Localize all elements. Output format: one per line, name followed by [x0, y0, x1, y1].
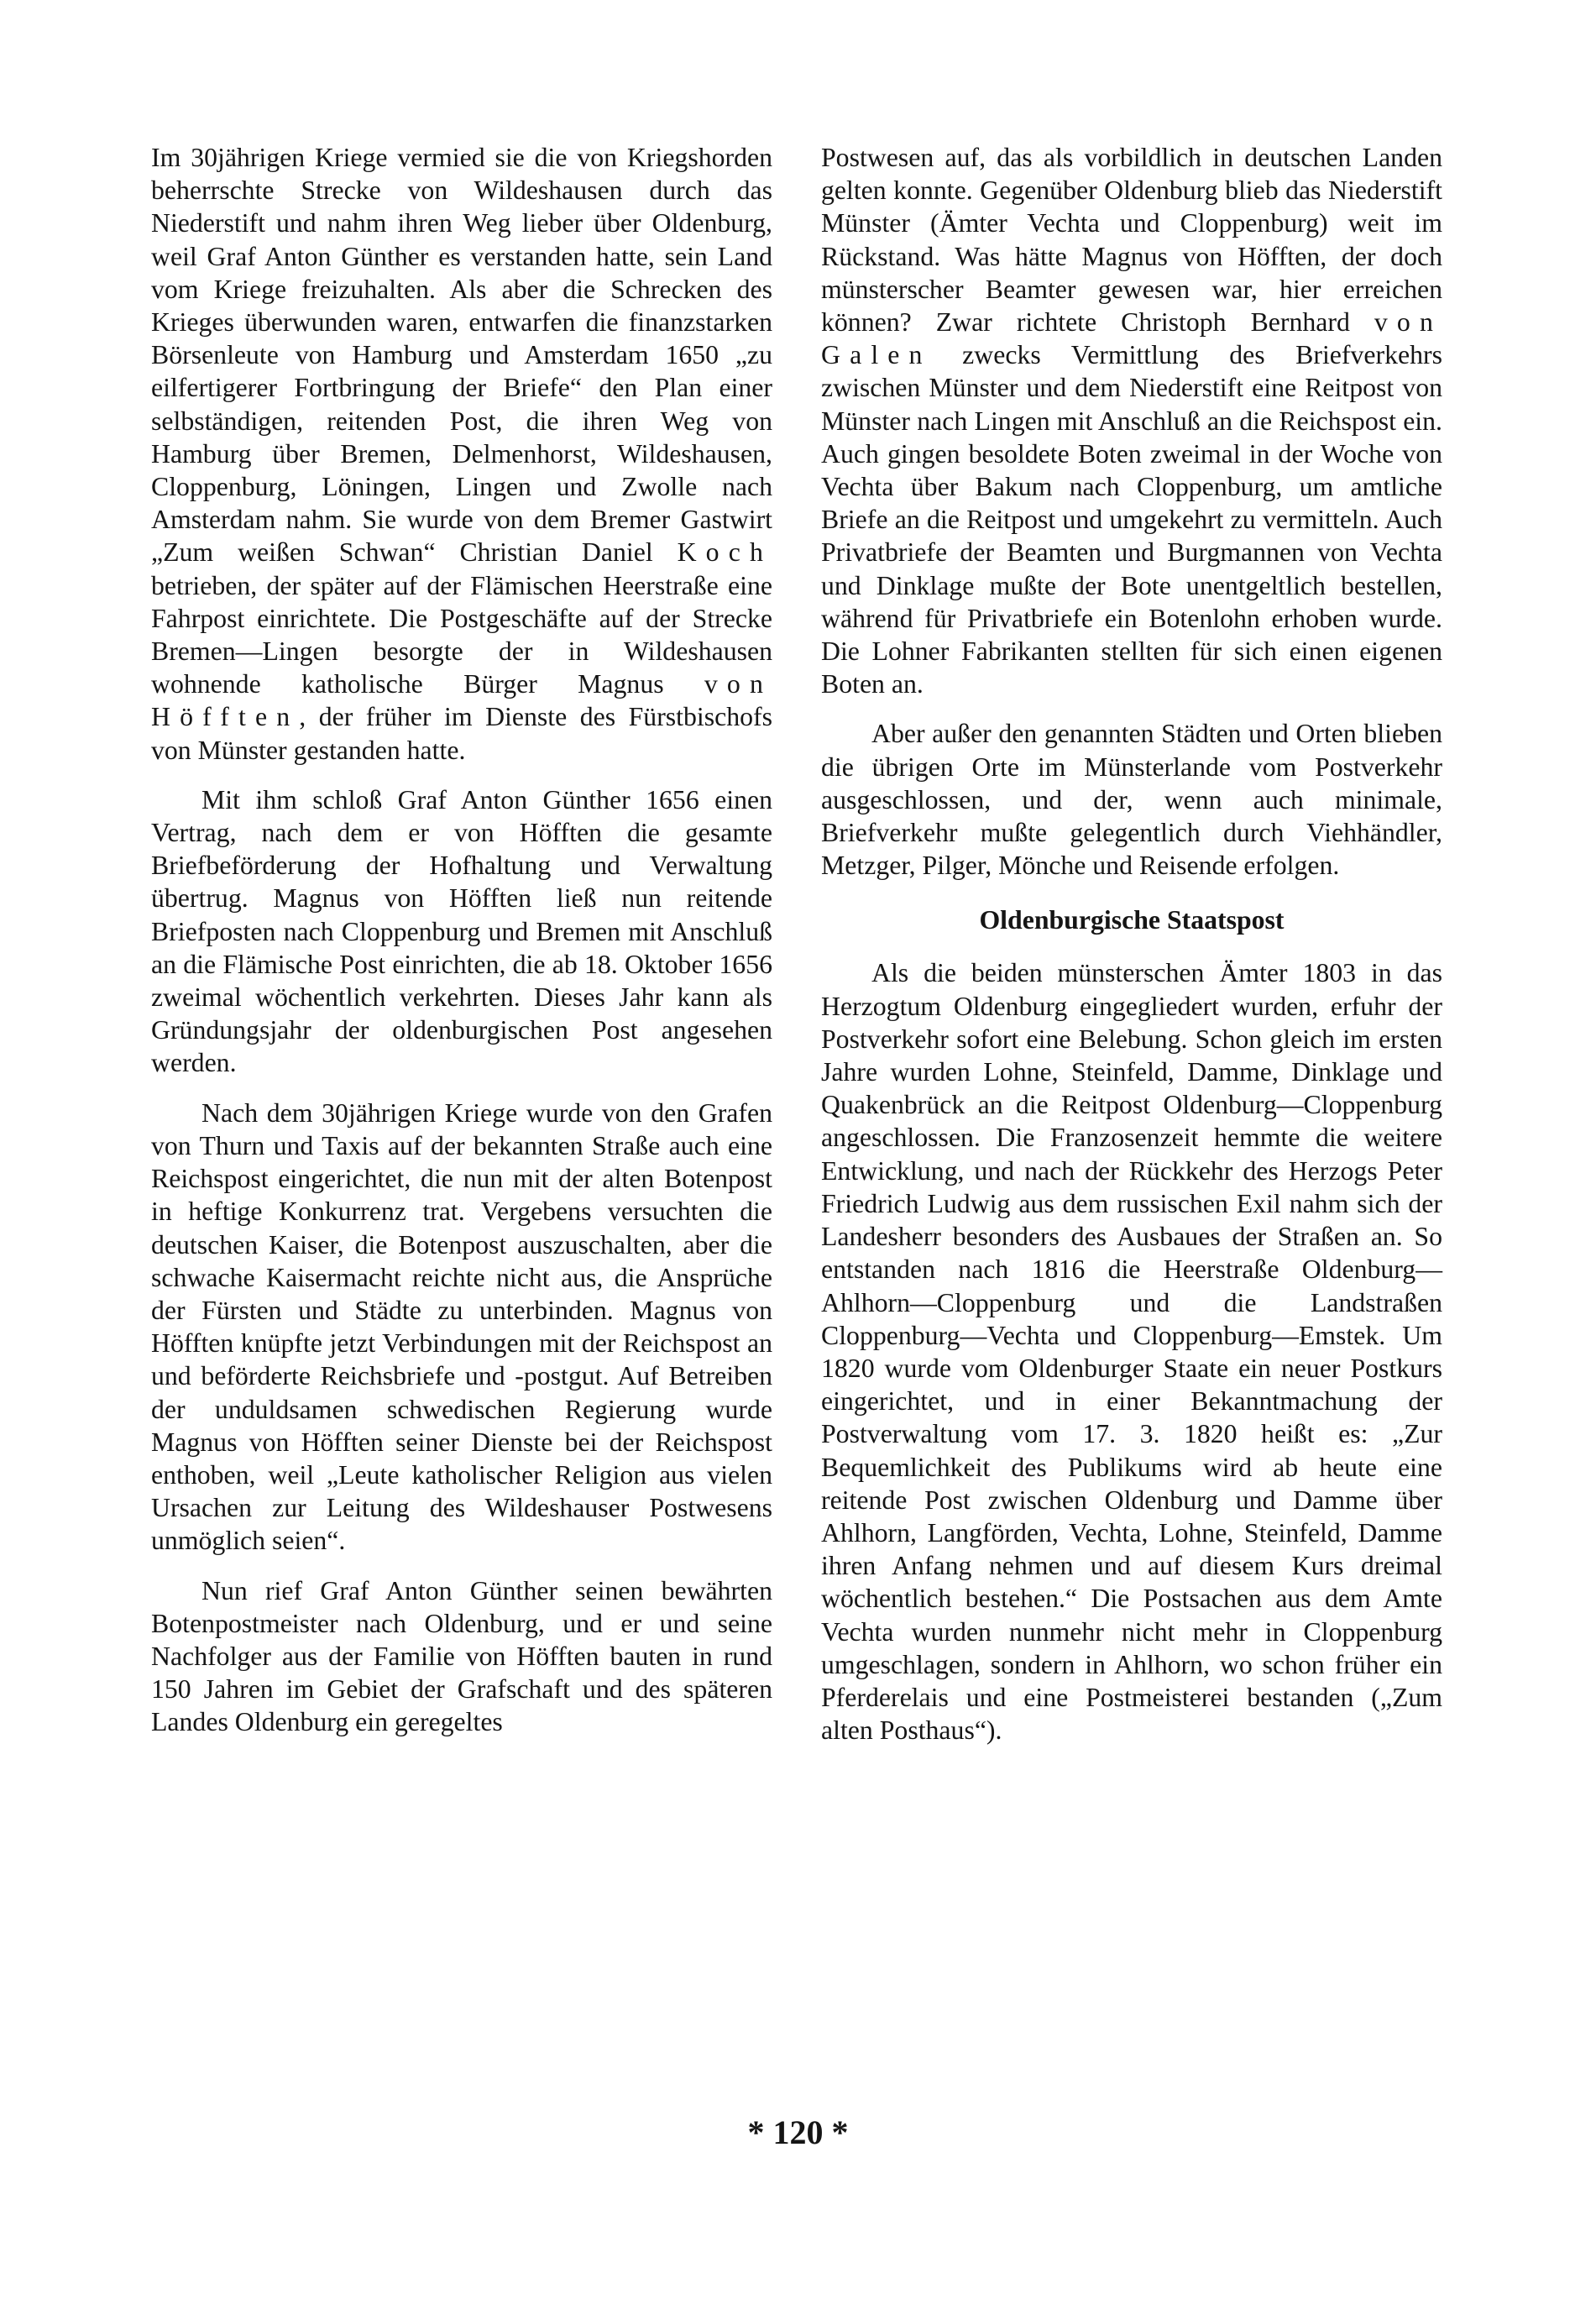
left-paragraph-4: Nun rief Graf Anton Günther seinen bewährten Botenpostmeister nach Oldenburg, und er und seine Nachfolger aus der Familie von Höfften bauten in rund 150 Jahren im Gebiet der Grafschaft und des späteren Landes Oldenburg ein geregeltes	[151, 1575, 772, 1737]
spaced-name-koch: Koch	[677, 537, 772, 568]
spaced-name-von-galen: von Galen	[821, 307, 1442, 370]
right-paragraph-3: Als die beiden münsterschen Ämter 1803 in das Herzogtum Oldenburg eingegliedert wurden, erfuhr der Postverkehr sofort eine Belebung. Schon gleich im ersten Jahre wurden Lohne, Steinfeld, Damme, Dinklage und Quakenbrück an die Reitpost Oldenburg—Cloppenburg angeschlossen. Die Franzosenzeit hemmte die weitere Entwicklung, und nach der Rückkehr des Herzogs Peter Friedrich Ludwig aus dem russischen Exil nahm sich der Landesherr besonders des Ausbaues der Straßen an. So entstanden nach 1816 die Heerstraße Oldenburg—Ahlhorn—Cloppenburg und die Landstraßen Cloppenburg—Vechta und Cloppenburg—Emstek. Um 1820 wurde vom Oldenburger Staate ein neuer Postkurs eingerichtet, und in einer Bekanntmachung der Postverwaltung vom 17. 3. 1820 heißt es: „Zur Bequemlichkeit des Publikums wird ab heute eine reitende Post zwischen Oldenburg und Damme über Ahlhorn, Langförden, Vechta, Lohne, Steinfeld, Damme ihren Anfang nehmen und auf diesem Kurs dreimal wöchentlich bestehen.“ Die Postsachen aus dem Amte Vechta wurden nunmehr nicht mehr in Cloppenburg umgeschlagen, sondern in Ahlhorn, wo schon früher ein Pferderelais und eine Postmeisterei bestanden („Zum alten Posthaus“).	[821, 958, 1442, 1746]
right-paragraph-2: Aber außer den genannten Städten und Orten blieben die übrigen Orte im Münsterlande vom Postverkehr ausgeschlossen, und der, wenn auch minimale, Briefverkehr mußte gelegentlich durch Viehhändler, Metzger, Pilger, Mönche und Reisende erfolgen.	[821, 719, 1442, 881]
left-paragraph-1-text-a: Im 30jährigen Kriege vermied sie die von Kriegshorden beherrschte Strecke von Wildeshausen durch das Niederstift und nahm ihren Weg lieber über Oldenburg, weil Graf Anton Günther es verstanden hatte, sein Land vom Kriege freizuhalten. Als aber die Schrecken des Krieges überwunden waren, entwarfen die finanzstarken Börsenleute von Hamburg und Amsterdam 1650 „zu eilfertigerer Fortbringung der Briefe“ den Plan einer selbständigen, reitenden Post, die ihren Weg von Hamburg über Bremen, Delmenhorst, Wildeshausen, Cloppenburg, Löningen, Lingen und Zwolle nach Amsterdam nahm. Sie wurde von dem Bremer Gastwirt „Zum weißen Schwan“ Christian Daniel	[151, 143, 772, 568]
left-column	[151, 141, 772, 1756]
left-paragraph-1-text-e: , der früher im Dienste des Fürstbischofs von Münster gestanden hatte.	[151, 702, 772, 765]
left-paragraph-2: Mit ihm schloß Graf Anton Günther 1656 einen Vertrag, nach dem er von Höfften die gesamte Briefbeförderung der Hofhaltung und Verwaltung übertrug. Magnus von Höfften ließ nun reitende Briefposten nach Cloppenburg und Bremen mit Anschluß an die Flämische Post einrichten, die ab 18. Oktober 1656 zweimal wöchentlich verkehrten. Dieses Jahr kann als Gründungsjahr der oldenburgischen Post angesehen werden.	[151, 784, 772, 1078]
right-paragraph-1-text-c: zwecks Vermittlung des Briefverkehrs zwischen Münster und dem Niederstift eine Reitpost von Münster nach Lingen mit Anschluß an die Reichspost ein. Auch gingen besoldete Boten zweimal in der Woche von Vechta über Bakum nach Cloppenburg, um amtliche Briefe an die Reitpost und umgekehrt zu vermitteln. Auch Privatbriefe der Beamten und Burgmannen von Vechta und Dinklage mußte der Bote unentgeltlich bestellen, während für Privatbriefe ein Botenlohn erhoben wurde. Die Lohner Fabrikanten stellten für sich einen eigenen Boten an.	[821, 340, 1442, 699]
left-paragraph-1	[151, 141, 772, 767]
left-paragraph-1-text-c: betrieben, der später auf der Flämischen Heerstraße eine Fahrpost einrichtete. Die Postgeschäfte auf der Strecke Bremen—Lingen besorgte der in Wildeshausen wohnende katholische Bürger Magnus	[151, 570, 772, 699]
right-paragraph-1	[821, 141, 1442, 700]
right-paragraph-1-text-a: Postwesen auf, das als vorbildlich in deutschen Landen gelten konnte. Gegenüber Oldenburg blieb das Niederstift Münster (Ämter Vechta und Cloppenburg) weit im Rückstand. Was hätte Magnus von Höfften, der doch münsterscher Beamter gewesen war, hier erreichen können? Zwar richtete Christoph Bernhard	[821, 143, 1442, 338]
spaced-name-von-hoefften: von Höfften	[151, 669, 772, 732]
left-paragraph-3: Nach dem 30jährigen Kriege wurde von den Grafen von Thurn und Taxis auf der bekannten Straße auch eine Reichspost eingerichtet, die nun mit der alten Botenpost in heftige Konkurrenz trat. Vergebens versuchten die deutschen Kaiser, die Botenpost auszuschalten, aber die schwache Kaisermacht reichte nicht aus, die Ansprüche der Fürsten und Städte zu unterbinden. Magnus von Höfften knüpfte jetzt Verbindungen mit der Reichspost an und beförderte Reichsbriefe und -postgut. Auf Betreiben der unduldsamen schwedischen Regierung wurde Magnus von Höfften seiner Dienste bei der Reichspost enthoben, weil „Leute katholischer Religion aus vielen Ursachen zur Leitung des Wildeshauser Postwesens unmöglich seien“.	[151, 1097, 772, 1556]
right-column	[821, 141, 1442, 1763]
section-heading: Oldenburgische Staatspost	[979, 905, 1285, 935]
page-number: * 120 *	[747, 2113, 849, 2151]
